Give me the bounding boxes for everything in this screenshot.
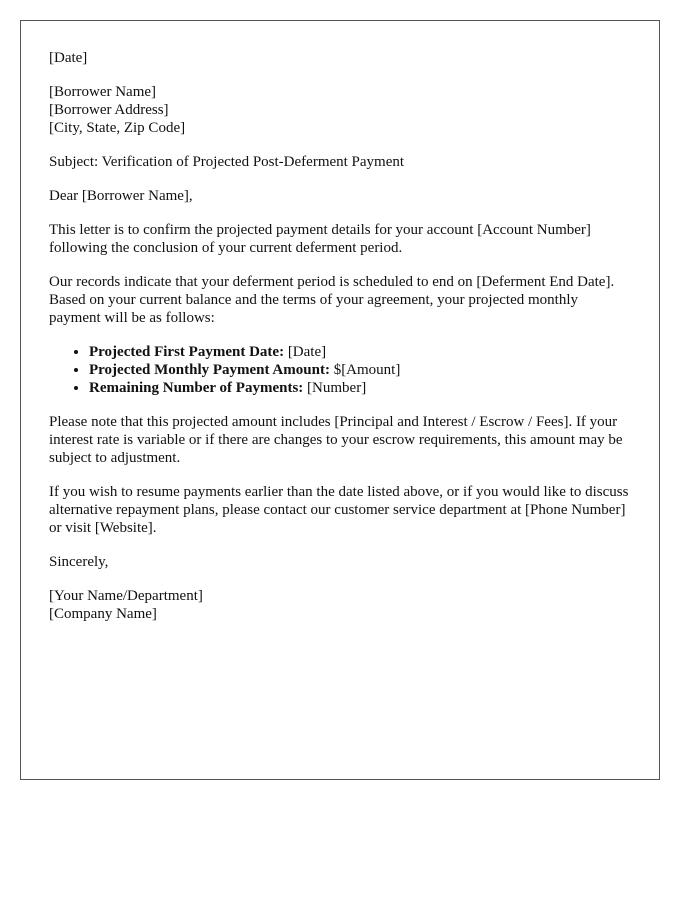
- recipient-name: [Borrower Name]: [49, 84, 157, 100]
- signature-company: [Company Name]: [49, 606, 157, 622]
- letter-date: [Date]: [49, 50, 88, 66]
- detail-label: Projected Monthly Payment Amount:: [89, 362, 330, 378]
- detail-value: $[Amount]: [333, 362, 401, 378]
- list-item: [89, 361, 631, 379]
- paragraph-intro: This letter is to confirm the projected payment details for your account [Account Number] following the conclusion of your current deferment period.: [49, 222, 591, 256]
- payment-details-list: [49, 343, 631, 397]
- recipient-city-state-zip: [City, State, Zip Code]: [49, 120, 186, 136]
- detail-label: Remaining Number of Payments:: [89, 380, 304, 396]
- letter-page: [20, 20, 660, 780]
- letter-closing: Sincerely,: [49, 554, 109, 570]
- signature-block: [49, 587, 631, 623]
- paragraph-note: Please note that this projected amount includes [Principal and Interest / Escrow / Fees]. If your interest rate is variable or if there are changes to your escrow requirements, this amount may be subject to adjustment.: [49, 414, 623, 466]
- recipient-block: [49, 83, 631, 137]
- list-item: [89, 379, 631, 397]
- letter-subject: Subject: Verification of Projected Post-Deferment Payment: [49, 154, 405, 170]
- paragraph-contact: If you wish to resume payments earlier than the date listed above, or if you would like to discuss alternative repayment plans, please contact our customer service department at [Phone Number] or visit [Website].: [49, 484, 629, 536]
- detail-value: [Number]: [307, 380, 367, 396]
- detail-label: Projected First Payment Date:: [89, 344, 285, 360]
- paragraph-records: Our records indicate that your deferment period is scheduled to end on [Deferment End Date]. Based on your current balance and the terms of your agreement, your projected monthly payment will be as follows:: [49, 274, 615, 326]
- list-item: [89, 343, 631, 361]
- signature-name-department: [Your Name/Department]: [49, 588, 203, 604]
- recipient-address: [Borrower Address]: [49, 102, 169, 118]
- letter-salutation: Dear [Borrower Name],: [49, 188, 193, 204]
- detail-value: [Date]: [287, 344, 327, 360]
